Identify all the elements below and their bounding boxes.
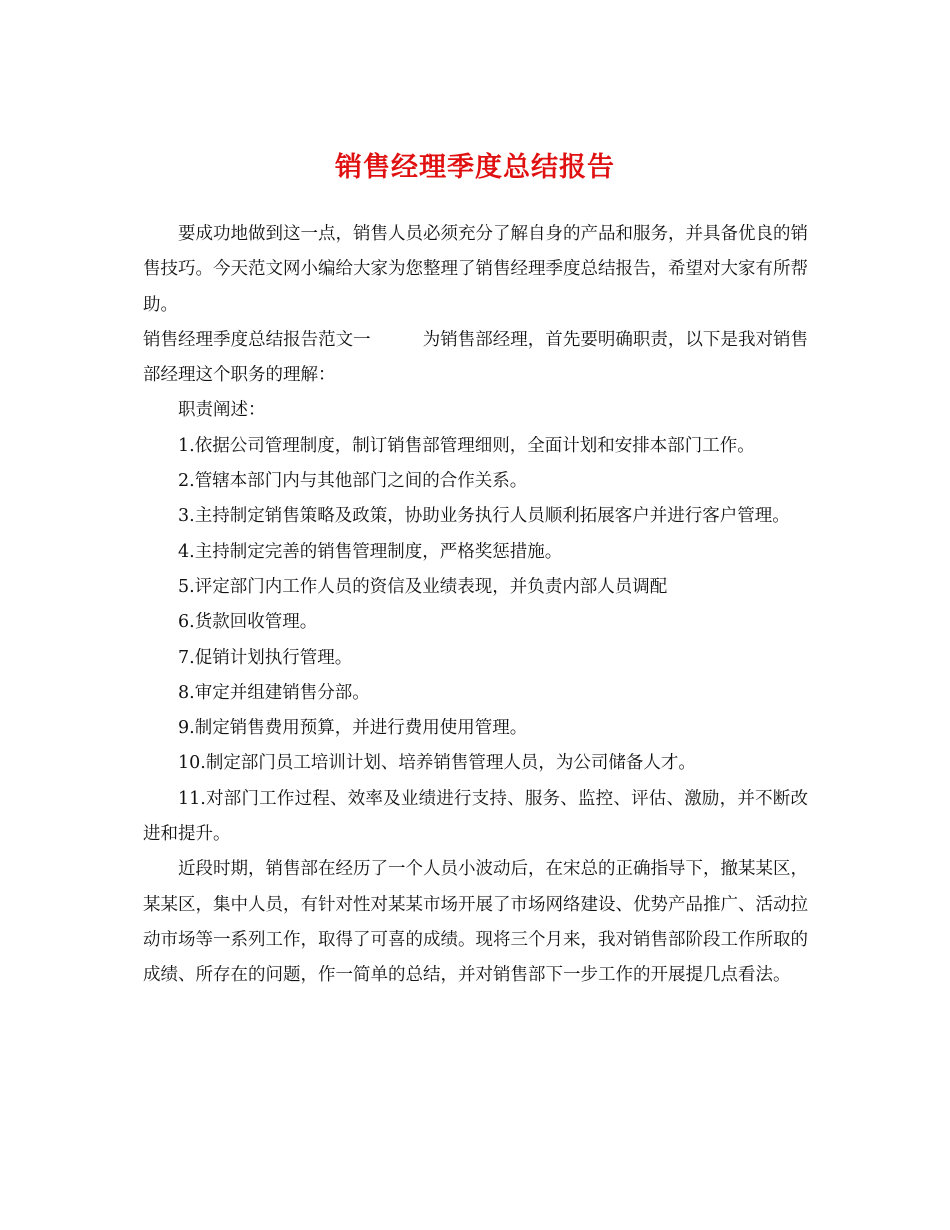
duty-item: 4.主持制定完善的销售管理制度，严格奖惩措施。 (178, 541, 563, 562)
duty-item: 6.货款回收管理。 (178, 612, 318, 633)
duty-item: 3.主持制定销售策略及政策，协助业务执行人员顺利拓展客户并进行客户管理。 (178, 506, 790, 527)
document-body (143, 217, 808, 994)
duty-item: 5.评定部门内工作人员的资信及业绩表现，并负责内部人员调配 (178, 576, 668, 597)
intro-paragraph: 要成功地做到这一点，销售人员必须充分了解自身的产品和服务，并具备优良的销售技巧。今天范文网小编给大家为您整理了销售经理季度总结报告，希望对大家有所帮助。 (143, 224, 808, 315)
section-heading: 销售经理季度总结报告范文一 (143, 329, 371, 350)
duty-item: 2.管辖本部门内与其他部门之间的合作关系。 (178, 471, 528, 492)
duty-heading: 职责阐述： (178, 400, 266, 421)
duty-item: 1.依据公司管理制度，制订销售部管理细则，全面计划和安排本部门工作。 (178, 435, 755, 456)
duty-item: 9.制定销售费用预算，并进行费用使用管理。 (178, 718, 528, 739)
section-lead: 为销售部经理，首先要明确职责，以下是我对销售部经理这个职务的理解： (143, 329, 809, 386)
duty-item: 7.促销计划执行管理。 (178, 647, 353, 668)
section-paragraph (143, 323, 808, 394)
duty-item: 10.制定部门员工培训计划、培养销售管理人员，为公司储备人才。 (178, 753, 696, 774)
closing-paragraph: 近段时期，销售部在经历了一个人员小波动后，在宋总的正确指导下，撤某某区，某某区，集中人员，有针对性对某某市场开展了市场网络建设、优势产品推广、活动拉动市场等一系列工作，取得了可喜的成绩。现将三个月来，我对销售部阶段工作所取的成绩、所存在的问题，作一简单的总结，并对销售部下一步工作的开展提几点看法。 (143, 859, 808, 986)
duty-item: 11.对部门工作过程、效率及业绩进行支持、服务、监控、评估、激励，并不断改进和提升。 (143, 788, 808, 845)
duty-item: 8.审定并组建销售分部。 (178, 682, 370, 703)
page-title: 销售经理季度总结报告 (335, 152, 615, 183)
